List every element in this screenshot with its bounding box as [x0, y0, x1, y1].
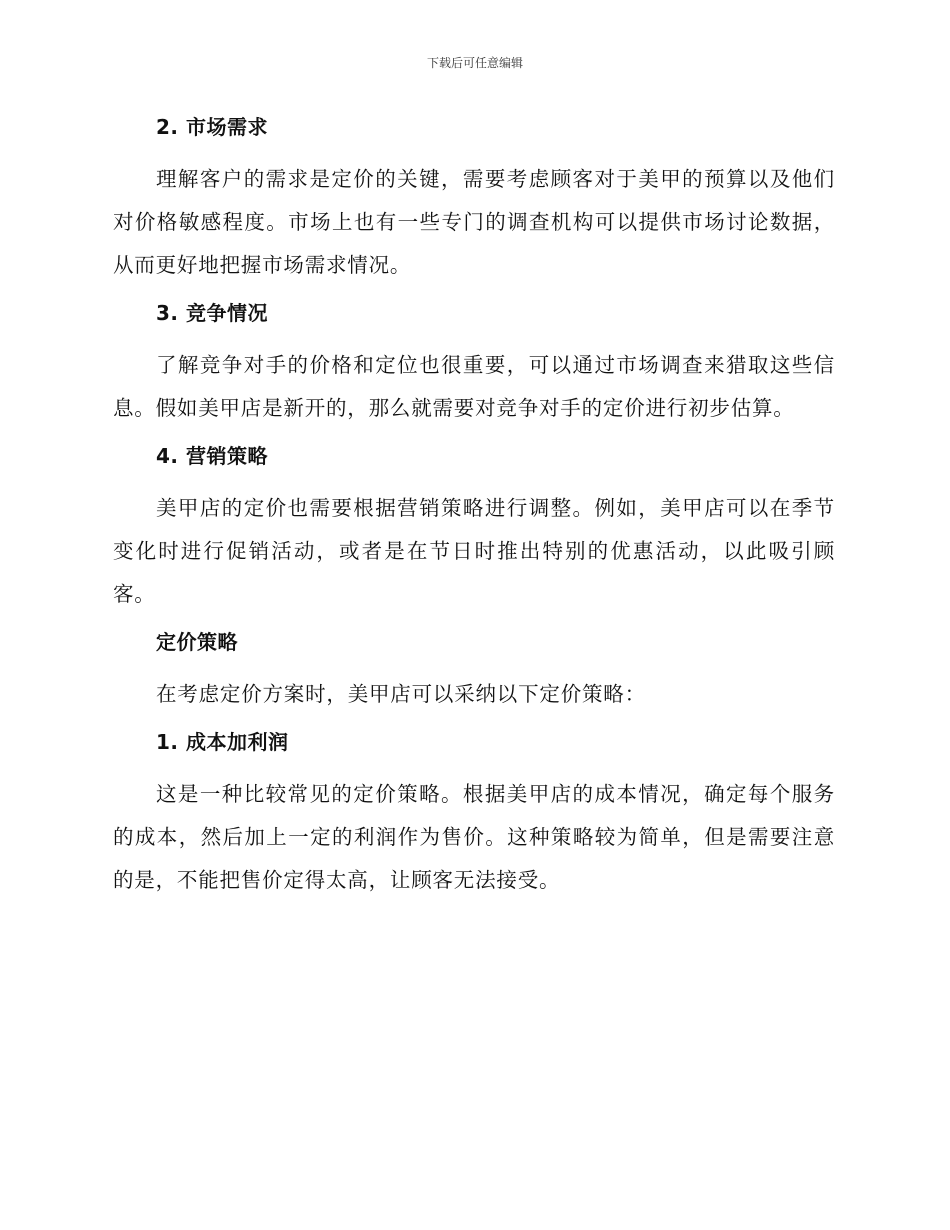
section-paragraph: 美甲店的定价也需要根据营销策略进行调整。例如，美甲店可以在季节变化时进行促销活动，或者是在节日时推出特别的优惠活动，以此吸引顾客。	[113, 496, 835, 606]
page-header-note: 下载后可任意编辑	[426, 56, 523, 70]
section-paragraph: 理解客户的需求是定价的关键，需要考虑顾客对于美甲的预算以及他们对价格敏感程度。市场上也有一些专门的调查机构可以提供市场讨论数据，从而更好地把握市场需求情况。	[113, 167, 835, 277]
section-market-demand	[113, 112, 835, 287]
section-paragraph: 这是一种比较常见的定价策略。根据美甲店的成本情况，确定每个服务的成本，然后加上一定的利润作为售价。这种策略较为简单，但是需要注意的是，不能把售价定得太高，让顾客无法接受。	[113, 782, 835, 892]
section-heading: 定价策略	[156, 630, 238, 654]
document-body	[113, 112, 835, 913]
section-paragraph: 在考虑定价方案时，美甲店可以采纳以下定价策略：	[156, 682, 646, 706]
section-heading: 2. 市场需求	[156, 115, 268, 139]
section-heading: 4. 营销策略	[156, 444, 268, 468]
section-competition	[113, 298, 835, 430]
section-heading: 3. 竞争情况	[156, 301, 268, 325]
section-marketing-strategy	[113, 441, 835, 616]
section-pricing-strategy	[113, 627, 835, 716]
section-heading: 1. 成本加利润	[156, 730, 289, 754]
section-paragraph: 了解竞争对手的价格和定位也很重要，可以通过市场调查来猎取这些信息。假如美甲店是新开的，那么就需要对竞争对手的定价进行初步估算。	[113, 353, 835, 420]
section-cost-plus-profit	[113, 727, 835, 902]
